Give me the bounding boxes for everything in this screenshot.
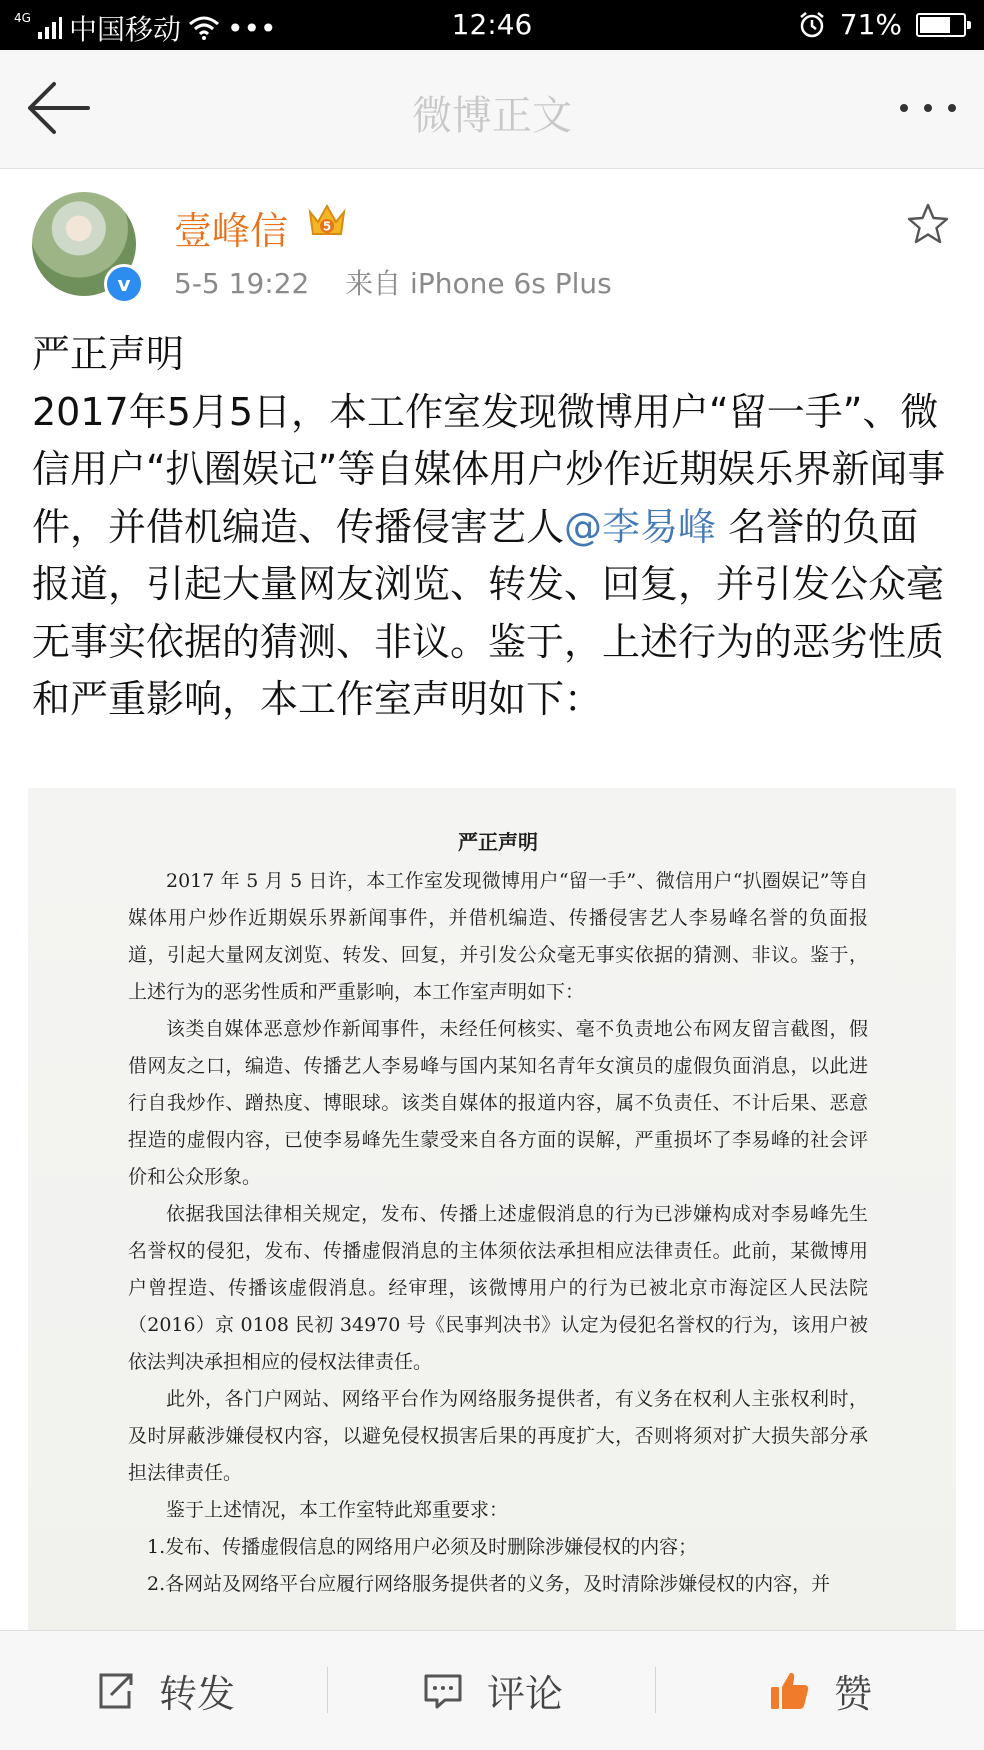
repost-label: 转发 xyxy=(158,1672,235,1716)
comment-label: 评论 xyxy=(486,1672,563,1716)
alarm-icon xyxy=(798,11,826,39)
status-right xyxy=(798,8,966,41)
battery-fill xyxy=(920,17,950,33)
bottom-toolbar xyxy=(0,1630,984,1750)
avatar[interactable] xyxy=(32,192,136,296)
network-type: 4G xyxy=(14,11,31,25)
post-source: 来自 iPhone 6s Plus xyxy=(345,267,612,300)
document-paragraph: 2.各网站及网络平台应履行网络服务提供者的义务，及时清除涉嫌侵权的内容，并 xyxy=(147,1573,831,1595)
status-bar xyxy=(0,0,984,50)
document-paragraph: 此外，各门户网站、网络平台作为网络服务提供者，有义务在权利人主张权利时，及时屏蔽涉嫌侵权内容，以避免侵权损害后果的再度扩大，否则将须对扩大损失部分承担法律责任。 xyxy=(128,1388,868,1484)
post-meta xyxy=(174,262,612,302)
more-icon[interactable] xyxy=(900,104,956,112)
page-title: 微博正文 xyxy=(412,93,572,139)
document-title: 严正声明 xyxy=(458,830,538,854)
verified-icon: v xyxy=(104,264,144,304)
comment-icon xyxy=(421,1669,465,1713)
post-time: 5-5 19:22 xyxy=(174,267,310,300)
member-level: 5 xyxy=(322,219,332,234)
like-label: 赞 xyxy=(833,1672,872,1716)
comment-button[interactable] xyxy=(328,1631,656,1750)
carrier-name: 中国移动 xyxy=(68,13,181,46)
document-paragraph: 鉴于上述情况，本工作室特此郑重要求： xyxy=(166,1499,509,1521)
nav-bar xyxy=(0,50,984,169)
document-paragraph: 1.发布、传播虚假信息的网络用户必须及时删除涉嫌侵权的内容； xyxy=(147,1536,698,1558)
document-paragraph: 该类自媒体恶意炒作新闻事件，未经任何核实、毫不负责地公布网友留言截图，假借网友之口，编造、传播艺人李易峰与国内某知名青年女演员的虚假负面消息，以此进行自我炒作、蹭热度、博眼球。该类自媒体的报道内容，属不负责任、不计后果、恶意捏造的虚假内容，已使李易峰先生蒙受来自各方面的误解，严重损坏了李易峰的社会评价和公众形象。 xyxy=(128,1018,868,1188)
post-text xyxy=(32,326,956,729)
status-more: ••• xyxy=(226,11,277,45)
document-paragraph: 依据我国法律相关规定，发布、传播上述虚假消息的行为已涉嫌构成对李易峰先生名誉权的侵犯，发布、传播虚假消息的主体须依法承担相应法律责任。此前，某微博用户曾捏造、传播该虚假消息。经审理，该微博用户的行为已被北京市海淀区人民法院（2016）京 0108 民初 34970 号《民事判决书》认定为侵犯名誉权的行为，该用户被依法判决承担相应的侵权法律责任。 xyxy=(128,1203,868,1373)
favorite-star-icon[interactable] xyxy=(906,202,950,246)
status-time: 12:46 xyxy=(451,8,533,41)
battery-percent: 71% xyxy=(839,8,902,41)
repost-button[interactable] xyxy=(0,1631,328,1750)
username[interactable]: 壹峰信 xyxy=(174,209,289,253)
battery-icon xyxy=(916,13,966,37)
statement-document xyxy=(128,824,868,1603)
post-text-title: 严正声明 xyxy=(32,332,185,376)
thumbs-up-icon xyxy=(768,1669,812,1713)
document-paragraph: 2017 年 5 月 5 日许，本工作室发现微博用户“留一手”、微信用户“扒圈娱记”等自媒体用户炒作近期娱乐界新闻事件，并借机编造、传播侵害艺人李易峰名誉的负面报道，引起大量网友浏览、转发、回复，并引发公众毫无事实依据的猜测、非议。鉴于，上述行为的恶劣性质和严重影响，本工作室声明如下： xyxy=(128,870,868,1003)
member-crown-icon[interactable] xyxy=(306,200,348,240)
statement-image[interactable] xyxy=(28,788,956,1630)
mention-link[interactable]: @李易峰 xyxy=(564,504,717,549)
repost-icon xyxy=(93,1669,137,1713)
like-button[interactable] xyxy=(656,1631,984,1750)
post-text-body: 2017年5月5日，本工作室发现微博用户“留一手”、微信用户“扒圈娱记”等自媒体用户炒作近期娱乐界新闻事件，并借机编造、传播侵害艺人@李易峰 名誉的负面报道，引起大量网友浏览、转发、回复，并引发公众毫无事实依据的猜测、非议。鉴于，上述行为的恶劣性质和严重影响，本工作室声明如下： xyxy=(32,389,946,721)
